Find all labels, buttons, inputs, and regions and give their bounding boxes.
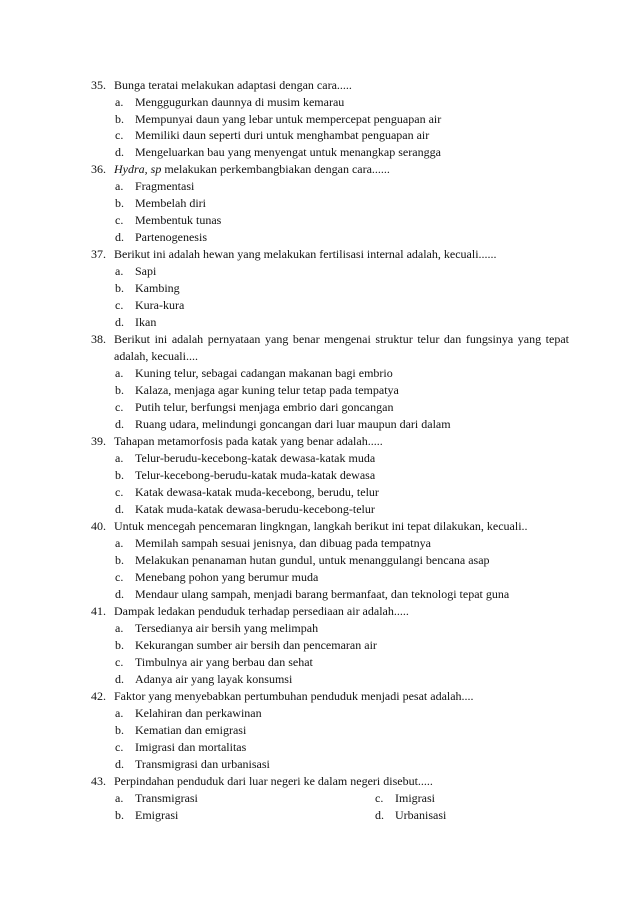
option-letter: d. <box>115 417 124 431</box>
option-text: Fragmentasi <box>135 179 195 193</box>
option-38-a <box>115 365 393 382</box>
option-text: Putih telur, berfungsi menjaga embrio dari goncangan <box>135 400 394 414</box>
question-36 <box>91 161 569 178</box>
option-37-c <box>115 297 184 314</box>
question-text: Untuk mencegah pencemaran lingkngan, langkah berikut ini tepat dilakukan, kecuali.. <box>114 519 528 533</box>
question-number: 39. <box>91 434 106 448</box>
option-letter: d. <box>115 315 124 329</box>
option-text: Imigrasi dan mortalitas <box>135 740 247 754</box>
option-text: Menggugurkan daunnya di musim kemarau <box>135 95 345 109</box>
option-text: Transmigrasi dan urbanisasi <box>135 757 270 771</box>
question-text: melakukan perkembangbiakan dengan cara...... <box>161 162 390 176</box>
question-41 <box>91 603 569 620</box>
option-text: Imigrasi <box>395 791 435 805</box>
option-36-c <box>115 212 221 229</box>
question-37 <box>91 246 569 263</box>
option-letter: a. <box>115 451 124 465</box>
option-38-b <box>115 382 399 399</box>
option-text: Tersedianya air bersih yang melimpah <box>135 621 319 635</box>
option-letter: c. <box>115 298 124 312</box>
option-text: Partenogenesis <box>135 230 207 244</box>
option-letter: a. <box>115 536 124 550</box>
question-39 <box>91 433 569 450</box>
option-text: Urbanisasi <box>395 808 447 822</box>
question-43 <box>91 773 569 790</box>
option-43-a <box>115 790 198 807</box>
option-letter: a. <box>115 179 124 193</box>
option-letter: d. <box>115 757 124 771</box>
option-letter: b. <box>115 196 124 210</box>
question-number: 38. <box>91 332 106 346</box>
species-name: Hydra, sp <box>114 162 162 176</box>
question-number: 40. <box>91 519 106 533</box>
question-number: 42. <box>91 689 106 703</box>
option-letter: c. <box>115 485 124 499</box>
option-41-d <box>115 671 292 688</box>
question-text: Berikut ini adalah hewan yang melakukan fertilisasi internal adalah, kecuali...... <box>114 247 497 261</box>
option-43-b <box>115 807 178 824</box>
option-letter: b. <box>115 281 124 295</box>
option-39-d <box>115 501 375 518</box>
question-number: 41. <box>91 604 106 618</box>
option-38-c <box>115 399 393 416</box>
option-39-b <box>115 467 375 484</box>
question-number: 37. <box>91 247 106 261</box>
option-text: Menebang pohon yang berumur muda <box>135 570 319 584</box>
option-35-d <box>115 144 441 161</box>
option-40-c <box>115 569 318 586</box>
option-letter: b. <box>115 638 124 652</box>
option-40-a <box>115 535 431 552</box>
option-42-b <box>115 722 246 739</box>
question-text: Dampak ledakan penduduk terhadap persediaan air adalah..... <box>114 604 409 618</box>
option-42-c <box>115 739 246 756</box>
question-number: 35. <box>91 78 106 92</box>
option-text: Timbulnya air yang berbau dan sehat <box>135 655 313 669</box>
option-40-b <box>115 552 490 569</box>
option-letter: b. <box>115 468 124 482</box>
option-text: Ruang udara, melindungi goncangan dari luar maupun dari dalam <box>135 417 451 431</box>
option-letter: c. <box>115 213 124 227</box>
option-text: Mendaur ulang sampah, menjadi barang bermanfaat, dan teknologi tepat guna <box>135 587 510 601</box>
option-text: Kelahiran dan perkawinan <box>135 706 262 720</box>
option-text: Ikan <box>135 315 157 329</box>
option-43-c <box>375 790 435 807</box>
option-letter: a. <box>115 264 124 278</box>
question-number: 36. <box>91 162 106 176</box>
option-text: Membentuk tunas <box>135 213 222 227</box>
option-text: Emigrasi <box>135 808 179 822</box>
option-38-d <box>115 416 451 433</box>
option-letter: b. <box>115 112 124 126</box>
option-letter: d. <box>115 672 124 686</box>
option-text: Memilah sampah sesuai jenisnya, dan dibuag pada tempatnya <box>135 536 431 550</box>
option-37-d <box>115 314 156 331</box>
option-letter: d. <box>115 230 124 244</box>
option-letter: a. <box>115 621 124 635</box>
option-letter: c. <box>115 655 124 669</box>
option-letter: c. <box>375 791 384 805</box>
option-text: Kura-kura <box>135 298 185 312</box>
option-text: Adanya air yang layak konsumsi <box>135 672 293 686</box>
option-35-b <box>115 111 441 128</box>
option-letter: b. <box>115 553 124 567</box>
option-42-a <box>115 705 262 722</box>
option-37-a <box>115 263 156 280</box>
option-40-d <box>115 586 509 603</box>
option-text: Membelah diri <box>135 196 206 210</box>
question-text: Berikut ini adalah pernyataan yang benar mengenai struktur telur dan fungsinya yang tepat adalah, kecuali.... <box>114 332 569 363</box>
option-letter: a. <box>115 791 124 805</box>
option-text: Kuning telur, sebagai cadangan makanan bagi embrio <box>135 366 393 380</box>
option-letter: a. <box>115 706 124 720</box>
option-text: Kekurangan sumber air bersih dan pencemaran air <box>135 638 377 652</box>
option-text: Mengeluarkan bau yang menyengat untuk menangkap serangga <box>135 145 441 159</box>
option-text: Kematian dan emigrasi <box>135 723 247 737</box>
option-text: Transmigrasi <box>135 791 198 805</box>
option-text: Katak muda-katak dewasa-berudu-kecebong-telur <box>135 502 375 516</box>
option-36-d <box>115 229 207 246</box>
option-letter: c. <box>115 570 124 584</box>
question-text: Faktor yang menyebabkan pertumbuhan penduduk menjadi pesat adalah.... <box>114 689 474 703</box>
option-letter: d. <box>375 808 384 822</box>
option-41-a <box>115 620 318 637</box>
option-43-d <box>375 807 446 824</box>
question-35 <box>91 77 569 94</box>
question-42 <box>91 688 569 705</box>
option-42-d <box>115 756 270 773</box>
option-41-b <box>115 637 377 654</box>
question-text: Perpindahan penduduk dari luar negeri ke dalam negeri disebut..... <box>114 774 433 788</box>
option-letter: d. <box>115 587 124 601</box>
option-text: Kambing <box>135 281 180 295</box>
option-letter: d. <box>115 502 124 516</box>
option-text: Melakukan penanaman hutan gundul, untuk menanggulangi bencana asap <box>135 553 490 567</box>
option-36-b <box>115 195 206 212</box>
option-letter: c. <box>115 400 124 414</box>
option-35-c <box>115 127 429 144</box>
option-text: Kalaza, menjaga agar kuning telur tetap pada tempatya <box>135 383 399 397</box>
question-text: Tahapan metamorfosis pada katak yang benar adalah..... <box>114 434 383 448</box>
option-letter: b. <box>115 808 124 822</box>
option-text: Katak dewasa-katak muda-kecebong, berudu, telur <box>135 485 379 499</box>
option-35-a <box>115 94 344 111</box>
option-letter: b. <box>115 723 124 737</box>
question-40 <box>91 518 569 535</box>
option-letter: b. <box>115 383 124 397</box>
question-text: Bunga teratai melakukan adaptasi dengan cara..... <box>114 78 352 92</box>
option-letter: c. <box>115 128 124 142</box>
question-number: 43. <box>91 774 106 788</box>
option-letter: c. <box>115 740 124 754</box>
option-letter: d. <box>115 145 124 159</box>
option-39-c <box>115 484 379 501</box>
option-text: Memiliki daun seperti duri untuk menghambat penguapan air <box>135 128 430 142</box>
option-text: Sapi <box>135 264 157 278</box>
question-38 <box>91 331 569 364</box>
option-letter: a. <box>115 366 124 380</box>
option-39-a <box>115 450 375 467</box>
option-36-a <box>115 178 194 195</box>
option-text: Mempunyai daun yang lebar untuk mempercepat penguapan air <box>135 112 442 126</box>
option-letter: a. <box>115 95 124 109</box>
option-37-b <box>115 280 180 297</box>
option-text: Telur-kecebong-berudu-katak muda-katak dewasa <box>135 468 376 482</box>
option-text: Telur-berudu-kecebong-katak dewasa-katak muda <box>135 451 376 465</box>
option-41-c <box>115 654 313 671</box>
